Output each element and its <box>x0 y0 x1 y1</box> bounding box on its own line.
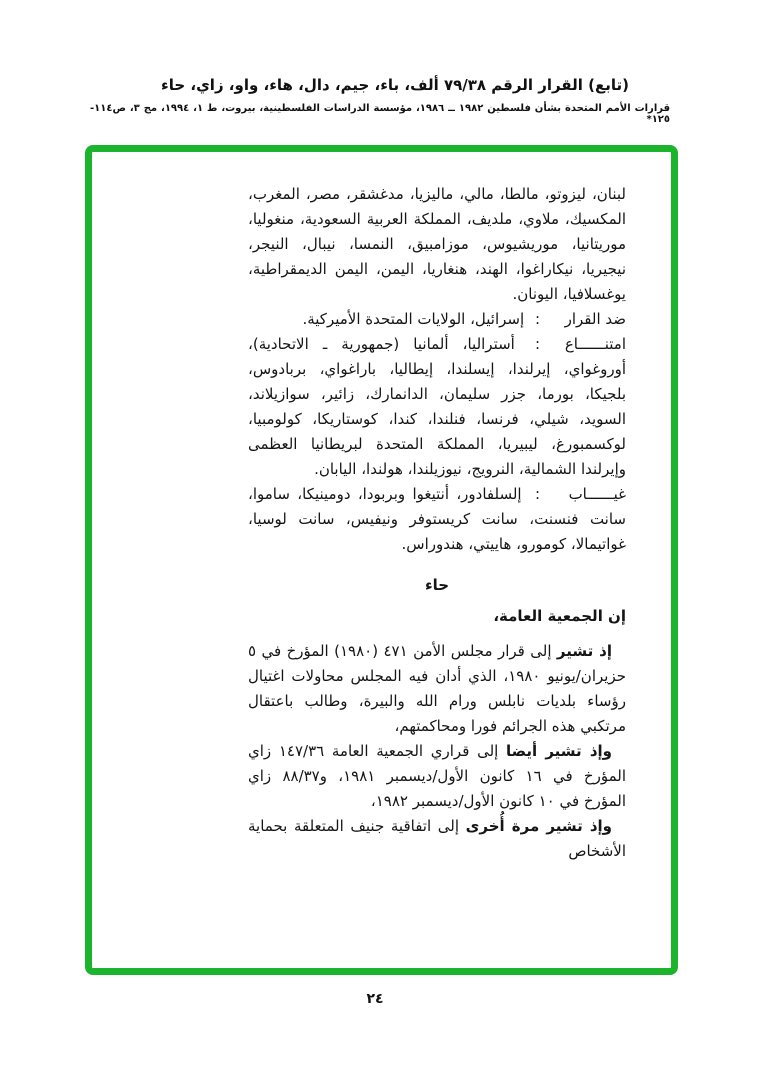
vote-block-absent <box>248 482 626 557</box>
preamble-text-1: إلى قرار مجلس الأمن ٤٧١ (١٩٨٠) المؤرخ في ٥ حزيران/يونيو ١٩٨٠، الذي أدان فيه المجلس محاولات اغتيال رؤساء بلديات نابلس ورام الله والبيرة، وطالب باعتقال مرتكبي هذه الجرائم فورا ومحاكمتهم، <box>248 642 626 735</box>
vote-label-against: ضد القرار <box>564 310 626 328</box>
preamble-lead-1: إذ تشير <box>556 642 612 660</box>
section-heading-haa: حاء <box>424 576 450 594</box>
preamble-text-2: إلى قراري الجمعية العامة ١٤٧/٣٦ زاي المؤرخ في ١٦ كانون الأول/ديسمبر ١٩٨١، و٨٨/٣٧ زاي المؤرخ في ١٠ كانون الأول/ديسمبر ١٩٨٢، <box>248 742 627 810</box>
vote-label-absent: غيــــــاب <box>568 485 626 503</box>
vote-block-against <box>248 307 626 332</box>
countries-continuation-paragraph: لبنان، ليزوتو، مالطا، مالي، ماليزيا، مدغشقر، مصر، المغرب، المكسيك، ملاوي، ملديف، المملكة العربية السعودية، منغوليا، موريتانيا، موريشيوس، موزامبيق، النمسا، نيبال، النيجر، نيجيريا، نيكاراغوا، الهند، هنغاريا، اليمن، اليمن الديمقراطية، يوغسلافيا، اليونان. <box>248 185 626 303</box>
preamble-paragraph-2 <box>248 739 626 814</box>
vote-text-absent: إلسلفادور، أنتيغوا وبربودا، دومينيكا، ساموا، سانت فنسنت، سانت كريستوفر ونيفيس، سانت لوسيا، غواتيمالا، كومورو، هاييتي، هندوراس. <box>248 485 626 553</box>
page-number: ٢٤ <box>366 991 384 1007</box>
preamble-lead-2: وإذ تشير أيضا <box>506 742 612 760</box>
label-colon: : <box>534 335 540 353</box>
vote-text-against: إسرائيل، الولايات المتحدة الأميركية. <box>302 310 525 328</box>
resolution-text-block <box>248 182 626 864</box>
preamble-lead-3: وإذ تشير مرة أُخرى <box>465 817 612 835</box>
vote-block-abstain <box>248 332 626 482</box>
label-colon: : <box>534 310 540 328</box>
preamble-paragraph-3 <box>248 814 626 864</box>
vote-label-abstain: امتنــــــاع <box>564 335 626 353</box>
label-colon: : <box>534 485 540 503</box>
preamble-text-3: إلى اتفاقية جنيف المتعلقة بحماية الأشخاص <box>248 817 626 860</box>
source-citation-line: قرارات الأمم المتحدة بشأن فلسطين ١٩٨٢ ــ ١٩٨٦، مؤسسة الدراسات الفلسطينية، بيروت، ط ١، ١٩٩٤، مج ٣، ص١١٤- ١٢٥* <box>90 103 671 125</box>
assembly-intro-line: إن الجمعية العامة، <box>493 607 626 625</box>
page-title: (تابع) القرار الرقم ٧٩/٣٨ ألف، باء، جيم، دال، هاء، واو، زاي، حاء <box>161 76 629 94</box>
green-border-frame <box>85 145 678 975</box>
vote-text-abstain: أستراليا، ألمانيا (جمهورية ـ الاتحادية)، أوروغواي، إيرلندا، إيسلندا، إيطاليا، باراغواي، بربادوس، بلجيكا، بورما، جزر سليمان، الدانمارك، زائير، سوازيلاند، السويد، شيلي، فرنسا، فنلندا، كندا، كوستاريكا، كولومبيا، لوكسمبورغ، ليبيريا، المملكة المتحدة لبريطانيا العظمى وإيرلندا الشمالية، النرويج، نيوزيلندا، هولندا، اليابان. <box>248 335 626 478</box>
preamble-paragraph-1 <box>248 639 626 739</box>
